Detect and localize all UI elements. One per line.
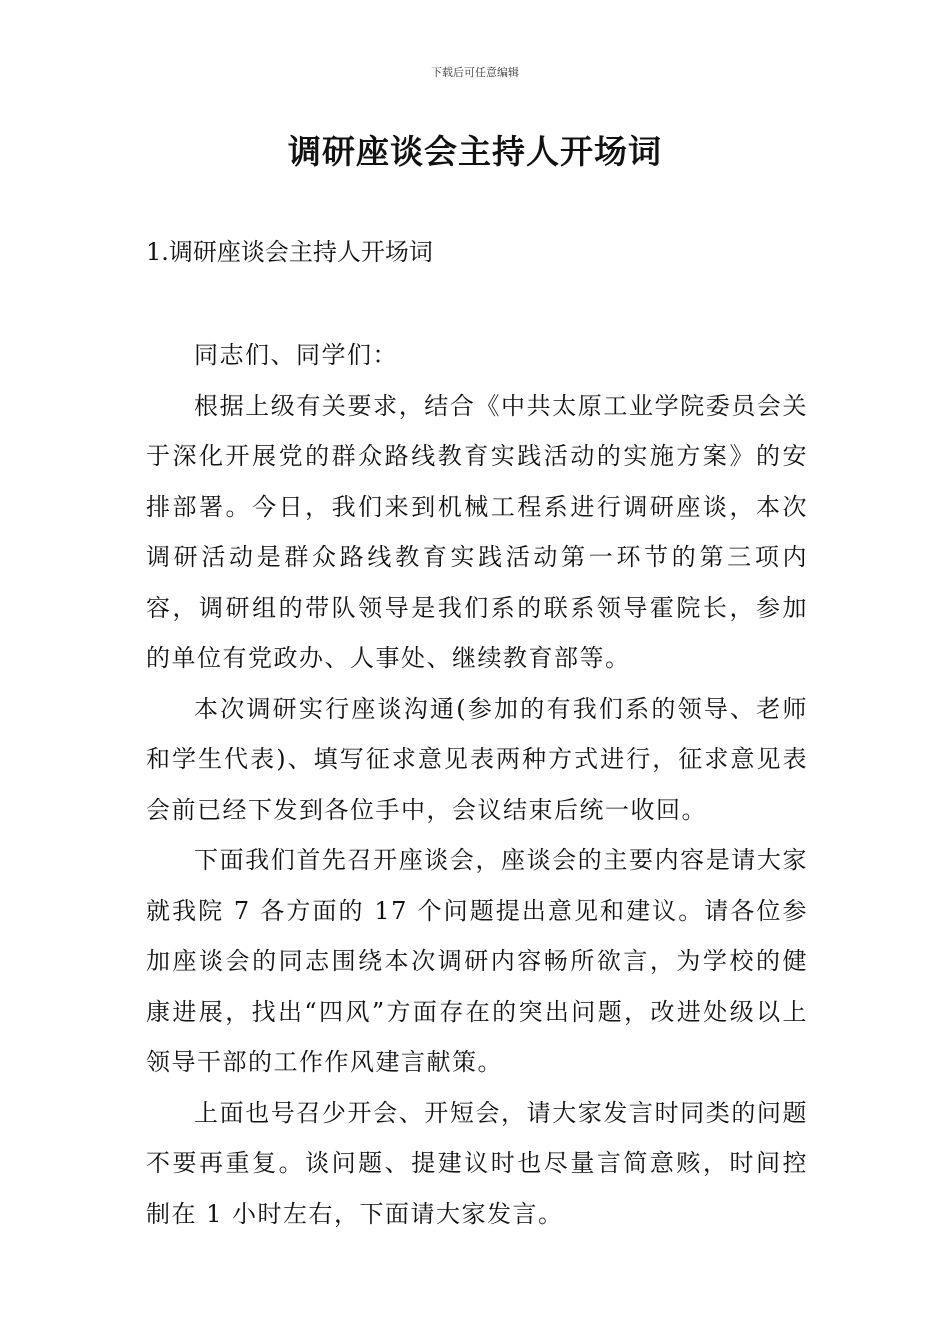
- document-body: [146, 330, 808, 1239]
- section-heading: 1.调研座谈会主持人开场词: [146, 238, 433, 266]
- document-title: 调研座谈会主持人开场词: [288, 132, 662, 171]
- salutation-paragraph: 同志们、同学们：: [194, 341, 398, 369]
- body-paragraph: 本次调研实行座谈沟通(参加的有我们系的领导、老师和学生代表)、填写征求意见表两种方式进行，征求意见表会前已经下发到各位手中，会议结束后统一收回。: [146, 694, 808, 824]
- body-paragraph: 下面我们首先召开座谈会，座谈会的主要内容是请大家就我院 7 各方面的 17 个问题提出意见和建议。请各位参加座谈会的同志围绕本次调研内容畅所欲言，为学校的健康进展，找出“四风”方面存在的突出问题，改进处级以上领导干部的工作作风建言献策。: [146, 846, 808, 1076]
- body-paragraph: 根据上级有关要求，结合《中共太原工业学院委员会关于深化开展党的群众路线教育实践活动的实施方案》的安排部署。今日，我们来到机械工程系进行调研座谈，本次调研活动是群众路线教育实践活动第一环节的第三项内容，调研组的带队领导是我们系的联系领导霍院长，参加的单位有党政办、人事处、继续教育部等。: [146, 391, 808, 672]
- body-paragraph: 上面也号召少开会、开短会，请大家发言时同类的问题不要再重复。谈问题、提建议时也尽量言简意赅，时间控制在 1 小时左右，下面请大家发言。: [146, 1098, 808, 1228]
- header-note: 下载后可任意编辑: [431, 66, 519, 79]
